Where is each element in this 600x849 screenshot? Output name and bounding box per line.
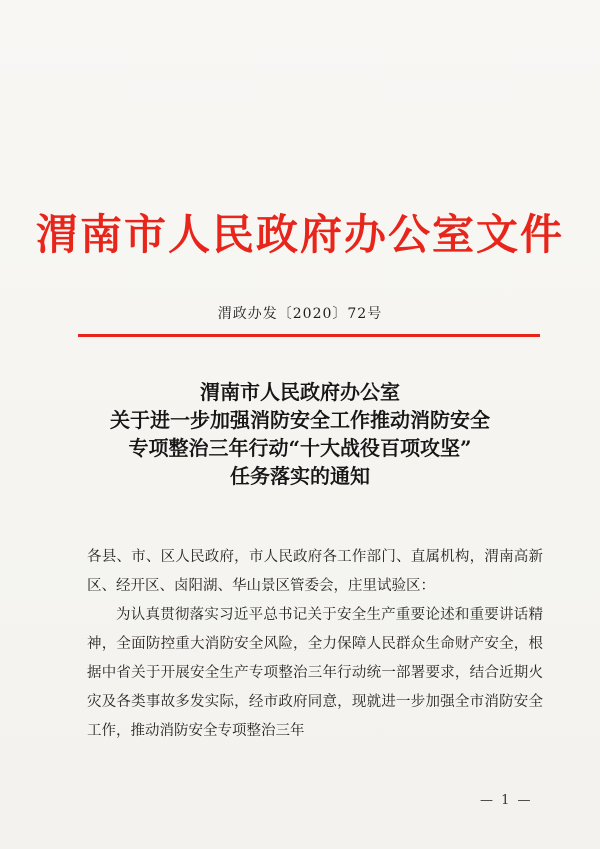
document-body xyxy=(87,543,543,746)
document-number: 渭政办发〔2020〕72号 xyxy=(217,306,383,322)
notice-title xyxy=(0,378,600,490)
title-line: 任务落实的通知 xyxy=(230,464,370,488)
body-paragraph: 为认真贯彻落实习近平总书记关于安全生产重要论述和重要讲话精神，全面防控重大消防安全风险，全力保障人民群众生命财产安全，根据中省关于开展安全生产专项整治三年行动统一部署要求，结合近期火灾及各类事故多发实际，经市政府同意，现就进一步加强全市消防安全工作，推动消防安全专项整治三年 xyxy=(87,607,543,739)
red-separator-line xyxy=(78,334,540,337)
title-line: 关于进一步加强消防安全工作推动消防安全 xyxy=(110,408,490,432)
issuer-header: 渭南市人民政府办公室文件 xyxy=(35,210,564,259)
title-line: 渭南市人民政府办公室 xyxy=(200,380,400,404)
page-number: — 1 — xyxy=(480,793,533,808)
title-line: 专项整治三年行动“十大战役百项攻坚” xyxy=(128,436,472,460)
salutation: 各县、市、区人民政府，市人民政府各工作部门、直属机构，渭南高新区、经开区、卤阳湖、华山景区管委会，庄里试验区： xyxy=(87,549,543,594)
